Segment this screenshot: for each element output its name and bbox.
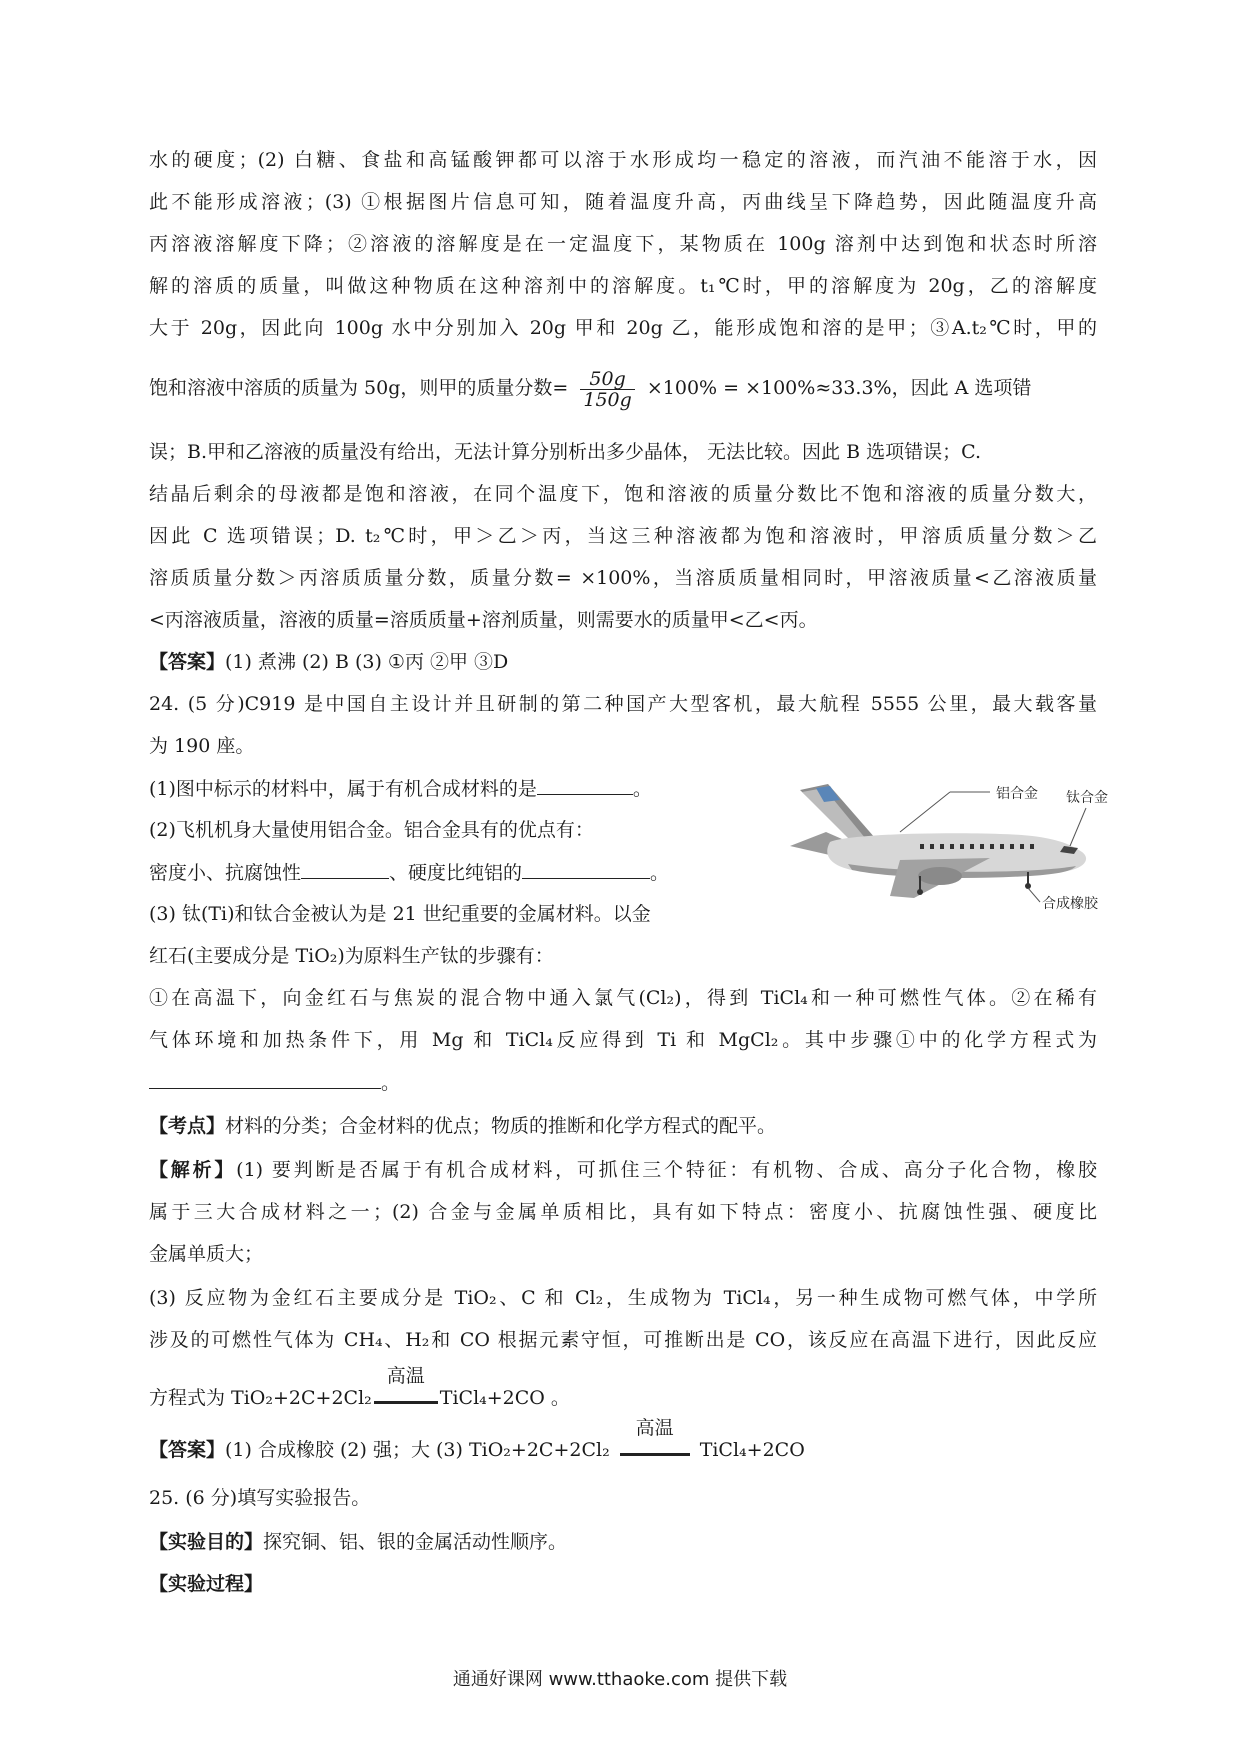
exam-point-label: 【考点】	[149, 1115, 226, 1137]
question-line: ①在高温下，向金红石与焦炭的混合物中通入氯气(Cl₂)，得到 TiCl₄和一种可燃性气体。②在稀有	[149, 987, 1097, 1009]
answer-text: (1) 合成橡胶 (2) 强；大 (3) TiO₂+2C+2Cl₂	[225, 1439, 610, 1461]
text-line: 大于 20g，因此向 100g 水中分别加入 20g 甲和 20g 乙，能形成饱和溶的是甲；③A.t₂℃时，甲的	[149, 317, 1097, 339]
analysis-line: 属于三大合成材料之一；(2) 合金与金属单质相比，具有如下特点：密度小、抗腐蚀性强、硬度比	[149, 1201, 1097, 1223]
exam-point-line	[149, 1112, 1097, 1140]
analysis-text: (1) 要判断是否属于有机合成材料，可抓住三个特征：有机物、合成、高分子化合物，橡胶	[236, 1159, 1097, 1181]
equation-right: TiCl₄+2CO 。	[439, 1387, 570, 1409]
analysis-line: (3) 反应物为金红石主要成分是 TiO₂、C 和 Cl₂，生成物为 TiCl₄，另一种生成物可燃气体，中学所	[149, 1287, 1097, 1309]
question-line: (2)飞机机身大量使用铝合金。铝合金具有的优点有：	[149, 819, 594, 841]
answer-label: 【答案】	[149, 1439, 226, 1461]
answer-text: TiCl₄+2CO	[699, 1439, 805, 1461]
goal-text: 探究铜、铝、银的金属活动性顺序。	[263, 1531, 568, 1553]
question-line: 气体环境和加热条件下，用 Mg 和 TiCl₄反应得到 Ti 和 MgCl₂。其中步骤①中的化学方程式为	[149, 1029, 1097, 1051]
text-segment: 、硬度比纯铝的	[389, 862, 523, 884]
text-segment: (1)图中标示的材料中，属于有机合成材料的是	[149, 778, 537, 800]
text-line: <丙溶液质量，溶液的质量=溶质质量+溶剂质量，则需要水的质量甲<乙<丙。	[149, 609, 818, 631]
exam-point-text: 材料的分类；合金材料的优点；物质的推断和化学方程式的配平。	[225, 1115, 777, 1137]
text-segment: 。	[650, 862, 670, 884]
label-titanium-alloy: 钛合金	[1066, 790, 1108, 806]
analysis-line: 涉及的可燃性气体为 CH₄、H₂和 CO 根据元素守恒，可推断出是 CO，该反应在高温下进行，因此反应	[149, 1329, 1097, 1351]
text-line: 丙溶液溶解度下降；②溶液的溶解度是在一定温度下，某物质在 100g 溶剂中达到饱和状态时所溶	[149, 233, 1097, 255]
answer-blank[interactable]	[149, 1068, 381, 1089]
process-heading: 【实验过程】	[149, 1573, 264, 1595]
text-line: 水的硬度；(2) 白糖、食盐和高锰酸钾都可以溶于水形成均一稳定的溶液，而汽油不能溶于水，因	[149, 149, 1097, 171]
question-line: 红石(主要成分是 TiO₂)为原料生产钛的步骤有：	[149, 945, 554, 967]
question-line: 为 190 座。	[149, 735, 255, 757]
text-line: 误；B.甲和乙溶液的质量没有给出，无法计算分别析出多少晶体， 无法比较。因此 B 选项错误；C.	[149, 441, 981, 463]
reaction-condition	[374, 1365, 438, 1416]
label-aluminum-alloy: 铝合金	[996, 786, 1038, 802]
question-line	[149, 774, 769, 803]
text-line: 结晶后剩余的母液都是饱和溶液，在同个温度下，饱和溶液的质量分数比不饱和溶液的质量分数大，	[149, 483, 1097, 505]
aircraft-figure	[790, 772, 1130, 914]
analysis-line: 金属单质大；	[149, 1243, 264, 1265]
question-line: 25. (6 分)填写实验报告。	[149, 1487, 371, 1509]
condition-label: 高温	[386, 1365, 425, 1387]
fraction-line	[149, 364, 1097, 412]
answer-line	[149, 648, 1097, 676]
text-segment: ×100% = ×100%≈33.3%，因此 A 选项错	[646, 377, 1032, 399]
mass-fraction	[580, 369, 634, 410]
text-segment: 。	[632, 778, 652, 800]
answer-blank[interactable]	[522, 858, 650, 879]
text-line: 此不能形成溶液；(3) ①根据图片信息可知，随着温度升高，丙曲线呈下降趋势，因此随温度升高	[149, 191, 1097, 213]
goal-label: 【实验目的】	[149, 1531, 264, 1553]
question-line	[149, 1068, 1097, 1097]
answer-label: 【答案】	[149, 651, 226, 673]
question-line: 24. (5 分)C919 是中国自主设计并且研制的第二种国产大型客机，最大航程 5555 公里，最大载客量	[149, 693, 1097, 715]
reaction-condition	[620, 1417, 690, 1468]
question-line	[149, 858, 769, 887]
condition-label: 高温	[635, 1417, 674, 1439]
answer-blank[interactable]	[301, 858, 389, 879]
text-line: 解的溶质的质量，叫做这种物质在这种溶剂中的溶解度。t₁℃时，甲的溶解度为 20g，乙的溶解度	[149, 275, 1097, 297]
answer-line	[149, 1417, 1097, 1468]
text-segment: 饱和溶液中溶质的质量为 50g，则甲的质量分数=	[149, 377, 569, 399]
goal-line	[149, 1528, 1097, 1556]
equation-left: 方程式为 TiO₂+2C+2Cl₂	[149, 1387, 372, 1409]
question-line: (3) 钛(Ti)和钛合金被认为是 21 世纪重要的金属材料。以金	[149, 903, 651, 925]
fraction-numerator: 50g	[580, 369, 634, 390]
answer-blank[interactable]	[537, 774, 633, 795]
page-footer: 通通好课网 www.tthaoke.com 提供下载	[452, 1669, 788, 1690]
fraction-denominator: 150g	[583, 388, 632, 411]
analysis-label: 【解析】	[149, 1159, 237, 1181]
answer-text: (1) 煮沸 (2) B (3) ①丙 ②甲 ③D	[225, 651, 509, 673]
analysis-line	[149, 1156, 1097, 1184]
text-line: 因此 C 选项错误；D. t₂℃时，甲＞乙＞丙，当这三种溶液都为饱和溶液时，甲溶质质量分数＞乙	[149, 525, 1097, 547]
label-synthetic-rubber: 合成橡胶	[1042, 896, 1098, 912]
text-segment: 密度小、抗腐蚀性	[149, 862, 302, 884]
text-segment: 。	[381, 1072, 401, 1094]
text-line: 溶质质量分数＞丙溶质质量分数，质量分数= ×100%，当溶质质量相同时，甲溶液质量<乙溶液质量	[149, 567, 1097, 589]
